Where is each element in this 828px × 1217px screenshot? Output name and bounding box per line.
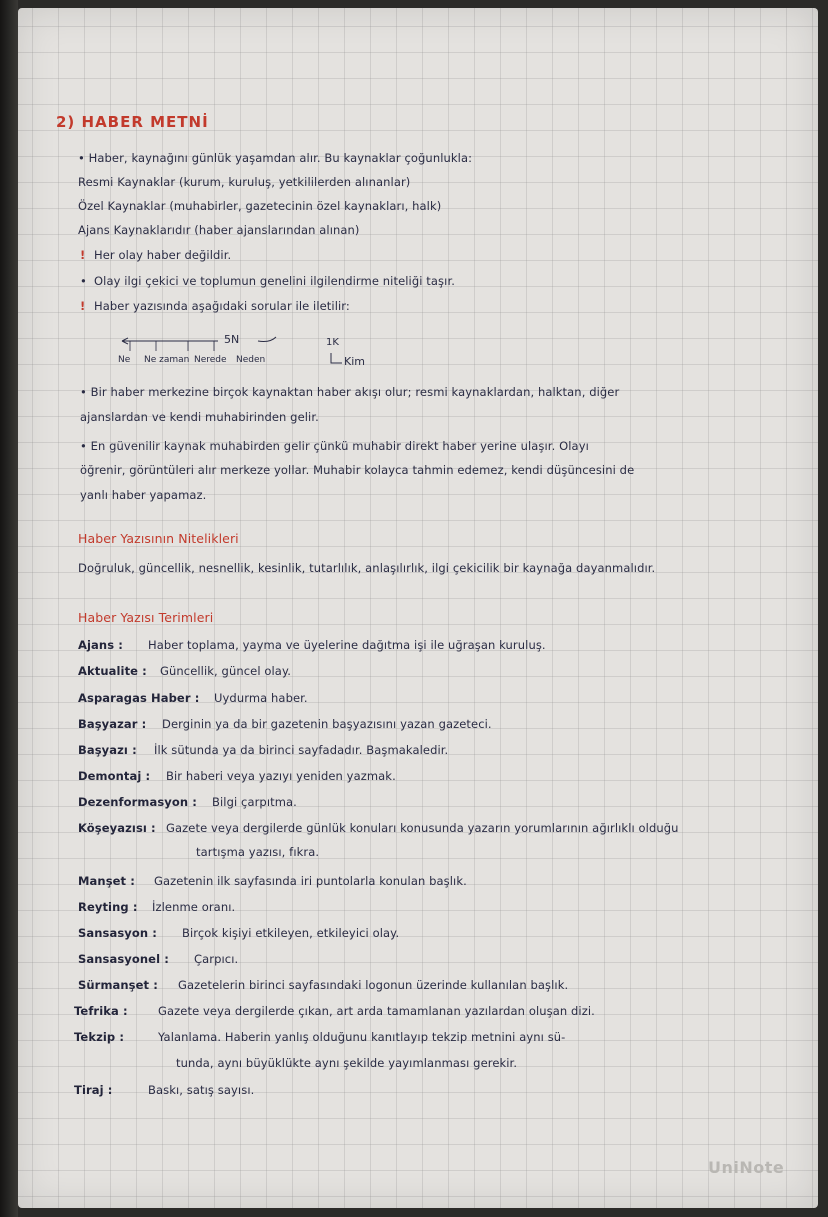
paragraph-line: • En güvenilir kaynak muhabirden gelir çünkü muhabir direkt haber yerine ulaşır. Olayı bbox=[80, 439, 589, 453]
paragraph-line: • Bir haber merkezine birçok kaynaktan haber akışı olur; resmi kaynaklardan, halktan, diğer bbox=[80, 385, 620, 399]
qualities-heading: Haber Yazısının Nitelikleri bbox=[78, 531, 239, 546]
paragraph-line: öğrenir, görüntüleri alır merkeze yollar. Muhabir kolayca tahmin edemez, kendi düşüncesini de bbox=[80, 463, 635, 477]
term-definition: Gazete veya dergilerde günlük konuları konusunda yazarın yorumlarının ağırlıklı olduğu bbox=[166, 821, 679, 835]
term-definition: Güncellik, güncel olay. bbox=[160, 664, 291, 678]
term-definition: Bilgi çarpıtma. bbox=[212, 795, 297, 809]
term-name: Manşet : bbox=[78, 874, 135, 888]
notebook-page bbox=[18, 8, 818, 1208]
term-definition: Gazete veya dergilerde çıkan, art arda tamamlanan yazılardan oluşan dizi. bbox=[158, 1004, 595, 1018]
page-title: 2) HABER METNİ bbox=[56, 113, 209, 131]
term-name: Demontaj : bbox=[78, 769, 151, 783]
term-name: Sansasyonel : bbox=[78, 952, 169, 966]
diagram-word: Neden bbox=[236, 355, 266, 365]
diagram-word: Ne zaman bbox=[144, 355, 190, 365]
term-definition: Çarpıcı. bbox=[194, 952, 239, 966]
terms-heading: Haber Yazısı Terimleri bbox=[78, 610, 214, 625]
term-definition: tartışma yazısı, fıkra. bbox=[196, 845, 320, 859]
term-name: Ajans : bbox=[78, 638, 123, 652]
note-text: Olay ilgi çekici ve toplumun genelini ilgilendirme niteliği taşır. bbox=[94, 274, 455, 288]
term-definition: Uydurma haber. bbox=[214, 691, 308, 705]
term-name: Asparagas Haber : bbox=[78, 691, 200, 705]
watermark-logo: UniNote bbox=[708, 1158, 785, 1177]
1k-label: 1K bbox=[326, 337, 339, 348]
term-definition: Yalanlama. Haberin yanlış olduğunu kanıtlayıp tekzip metnini aynı sü- bbox=[158, 1030, 566, 1044]
5n1k-arrows bbox=[118, 331, 448, 376]
term-name: Dezenformasyon : bbox=[78, 795, 197, 809]
paragraph-line: yanlı haber yapamaz. bbox=[80, 488, 207, 502]
diagram-word: Nerede bbox=[194, 355, 227, 365]
term-definition: Birçok kişiyi etkileyen, etkileyici olay. bbox=[182, 926, 400, 940]
note-marker: ! bbox=[80, 248, 86, 262]
intro-line: Ajans Kaynaklarıdır (haber ajanslarından alınan) bbox=[78, 223, 360, 237]
term-name: Reyting : bbox=[78, 900, 138, 914]
term-definition: Bir haberi veya yazıyı yeniden yazmak. bbox=[166, 769, 396, 783]
note-marker: • bbox=[80, 274, 87, 288]
term-name: Sansasyon : bbox=[78, 926, 157, 940]
term-definition: tunda, aynı büyüklükte aynı şekilde yayımlanması gerekir. bbox=[176, 1056, 518, 1070]
note-text: Haber yazısında aşağıdaki sorular ile iletilir: bbox=[94, 299, 350, 313]
intro-line: • Haber, kaynağını günlük yaşamdan alır. Bu kaynaklar çoğunlukla: bbox=[78, 151, 473, 165]
term-definition: İzlenme oranı. bbox=[152, 900, 236, 914]
diagram-word: Ne bbox=[118, 355, 131, 365]
term-name: Tiraj : bbox=[74, 1083, 113, 1097]
term-definition: İlk sütunda ya da birinci sayfadadır. Başmakaledir. bbox=[154, 743, 449, 757]
intro-line: Özel Kaynaklar (muhabirler, gazetecinin özel kaynakları, halk) bbox=[78, 199, 442, 213]
5n1k-diagram bbox=[118, 331, 448, 376]
paragraph-line: ajanslardan ve kendi muhabirinden gelir. bbox=[80, 410, 319, 424]
photo-background bbox=[0, 0, 18, 1217]
term-name: Tekzip : bbox=[74, 1030, 125, 1044]
note-text: Her olay haber değildir. bbox=[94, 248, 232, 262]
note-marker: ! bbox=[80, 299, 86, 313]
intro-line: Resmi Kaynaklar (kurum, kuruluş, yetkililerden alınanlar) bbox=[78, 175, 411, 189]
term-name: Başyazı : bbox=[78, 743, 137, 757]
term-name: Aktualite : bbox=[78, 664, 147, 678]
term-name: Köşeyazısı : bbox=[78, 821, 156, 835]
term-definition: Gazetelerin birinci sayfasındaki logonun üzerinde kullanılan başlık. bbox=[178, 978, 569, 992]
term-name: Sürmanşet : bbox=[78, 978, 158, 992]
5n-label: 5N bbox=[224, 333, 240, 346]
term-definition: Derginin ya da bir gazetenin başyazısını yazan gazeteci. bbox=[162, 717, 492, 731]
term-definition: Baskı, satış sayısı. bbox=[148, 1083, 255, 1097]
term-definition: Haber toplama, yayma ve üyelerine dağıtma işi ile uğraşan kuruluş. bbox=[148, 638, 546, 652]
diagram-word: Kim bbox=[344, 355, 365, 368]
qualities-text: Doğruluk, güncellik, nesnellik, kesinlik, tutarlılık, anlaşılırlık, ilgi çekicilik bir kaynağa dayanmalıdır. bbox=[78, 561, 656, 575]
term-definition: Gazetenin ilk sayfasında iri puntolarla konulan başlık. bbox=[154, 874, 467, 888]
term-name: Tefrika : bbox=[74, 1004, 128, 1018]
term-name: Başyazar : bbox=[78, 717, 147, 731]
